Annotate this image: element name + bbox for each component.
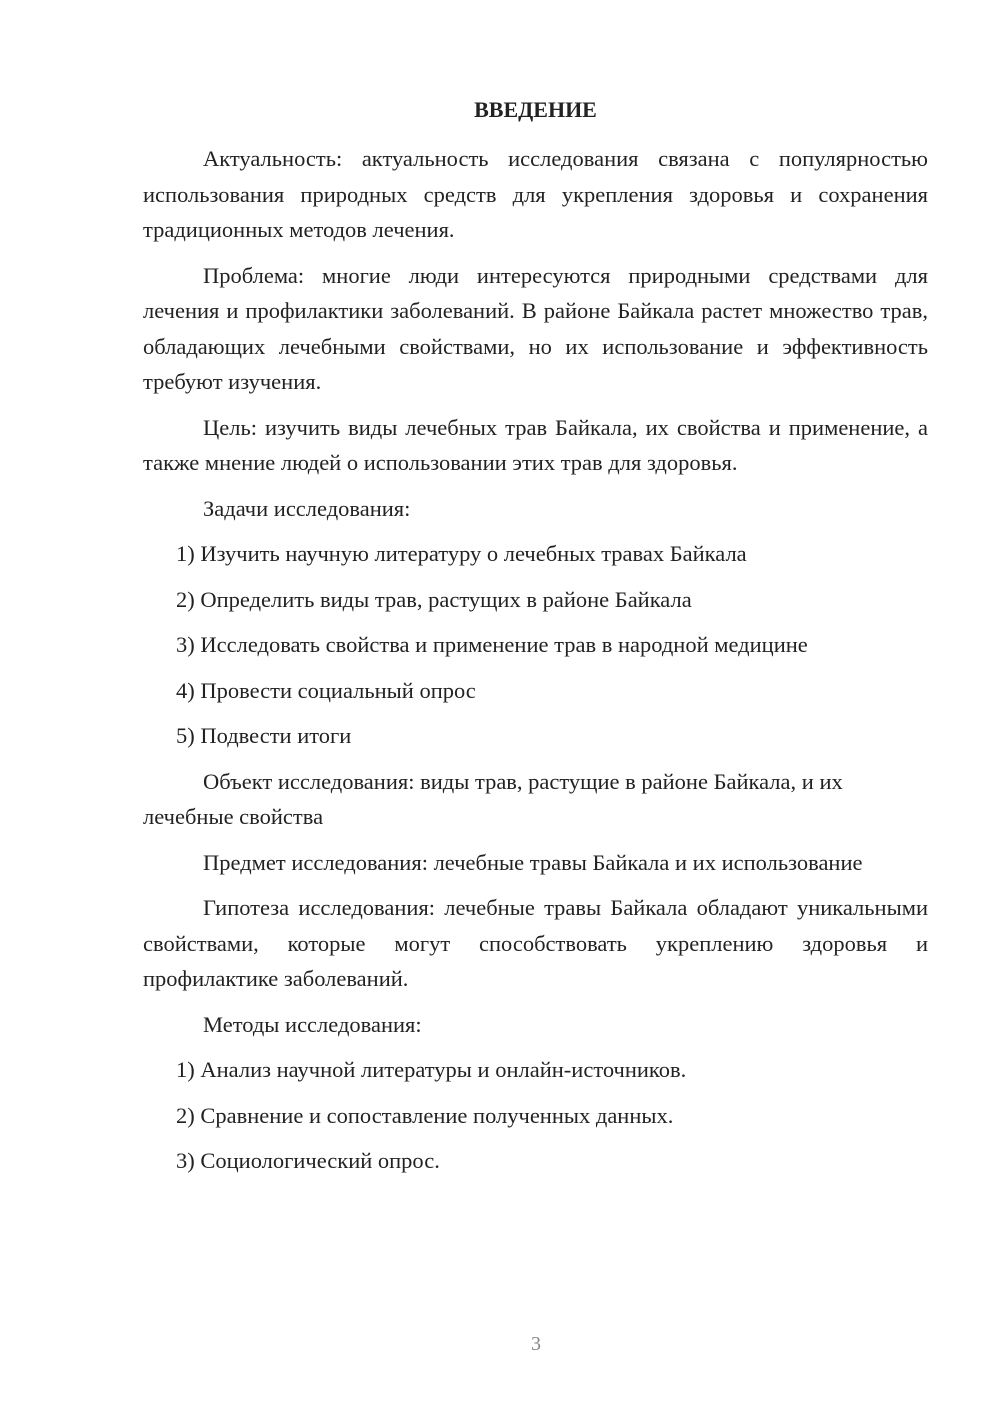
page-title: ВВЕДЕНИЕ [474,97,597,122]
methods-heading: Методы исследования: [203,1011,422,1037]
document-page [143,95,928,1189]
page-number: 3 [531,1333,541,1355]
tasks-list [143,536,928,754]
problem-paragraph: Проблема: многие люди интересуются природными средствами для лечения и профилактики заболеваний. В районе Байкала растет множество трав, обладающих лечебными свойствами, но их использование и эффективность требуют изучения. [143,262,928,394]
list-item: 3) Исследовать свойства и применение трав в народной медицине [176,632,808,657]
list-item: 1) Изучить научную литературу о лечебных травах Байкала [176,541,747,566]
list-item: 1) Анализ научной литературы и онлайн-источников. [176,1057,687,1082]
list-item: 3) Социологический опрос. [176,1148,440,1173]
hypothesis-paragraph: Гипотеза исследования: лечебные травы Байкала обладают уникальными свойствами, которые могут способствовать укреплению здоровья и профилактике заболеваний. [143,895,928,991]
list-item: 5) Подвести итоги [176,723,352,748]
list-item: 4) Провести социальный опрос [176,677,476,703]
object-paragraph: Объект исследования: виды трав, растущие в районе Байкала, и их лечебные свойства [143,768,843,829]
goal-paragraph: Цель: изучить виды лечебных трав Байкала, их свойства и применение, а также мнение людей о использовании этих трав для здоровья. [143,414,928,475]
tasks-heading: Задачи исследования: [203,495,411,521]
list-item: 2) Определить виды трав, растущих в районе Байкала [176,586,692,612]
subject-paragraph: Предмет исследования: лечебные травы Байкала и их использование [203,849,863,875]
relevance-paragraph: Актуальность: актуальность исследования связана с популярностью использования природных средств для укрепления здоровья и сохранения традиционных методов лечения. [143,146,928,242]
list-item: 2) Сравнение и сопоставление полученных данных. [176,1102,674,1128]
methods-list [143,1052,928,1179]
